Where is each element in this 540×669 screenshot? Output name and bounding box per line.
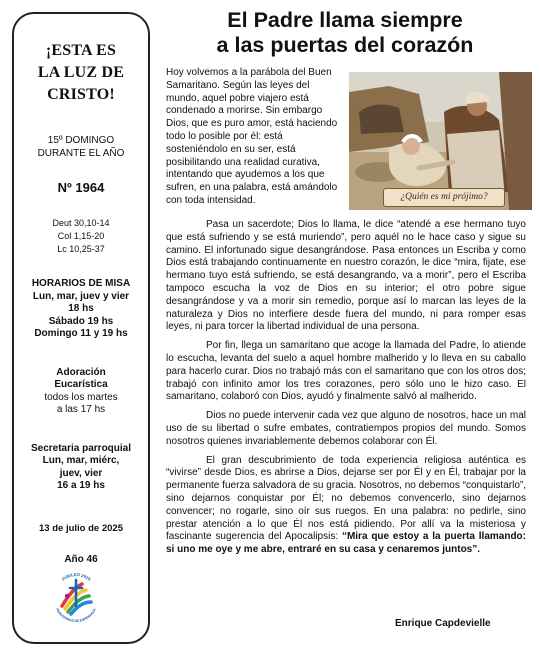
- body-paragraph-4-text: El gran descubrimiento de toda experiencia religiosa auténtica es “vivirse” desde Dios, es abrirse a Dios, dejarse ser por Él y en Él, trabajar por la permanente fuerza salvadora de su gracia. Nosotros, no debemos “conquistarlo”, sino dejarnos conquistar por Él; no debemos convencerlo, sino dejarnos convencer; no rogarle, sino oír sus ruegos. En una palabra: no pedirle, sino prestar atención a lo que Él nos está pidiendo. Por allí va la misteriosa y fascinante sugerencia del Apocalipsis:: [166, 454, 526, 543]
- svg-text:JUBILEO 2025: JUBILEO 2025: [60, 571, 92, 582]
- motto-line-2: LA LUZ DE: [37, 64, 125, 81]
- office-line-1: Secretaria parroquial: [30, 442, 132, 454]
- office-line-4: 16 a 19 hs: [57, 480, 105, 491]
- liturgical-sunday: [14, 134, 148, 160]
- mass-schedule-days: Lun, mar, juev y vier: [32, 290, 130, 302]
- reading-2: Col 1,15-20: [57, 231, 105, 241]
- readings: [14, 217, 148, 256]
- article-author: Enrique Capdevielle: [395, 618, 491, 629]
- mass-schedule-saturday: Sábado 19 hs: [48, 315, 114, 327]
- issue-year: Año 46: [64, 553, 98, 565]
- sunday-line-1: 15º DOMINGO: [47, 135, 115, 146]
- title-line-1: El Padre llama siempre: [227, 8, 463, 32]
- article-body: [166, 219, 526, 563]
- body-paragraph-2: Por fin, llega un samaritano que acoge la llamada del Padre, lo atiende lo escucha, levanta del suelo a aquel hombre malherido y lo lleva en su caballo para hacerlo curar. Dios no trabajó más con el samaritano que con los otros dos; trabajó con infinito amor los tres corazones, pero sólo uno le hizo caso. El samaritano, colaboró con Dios, ayudó y finalmente salvó al malherido.: [166, 340, 526, 403]
- mass-schedule: [14, 278, 148, 341]
- issue-date: 13 de julio de 2025: [39, 522, 123, 534]
- reading-1: Deut 30,10-14: [52, 218, 110, 228]
- apocalypse-quote: “Mira que estoy a la puerta llamando: si uno me oye y me abre, entraré en su casa y cenaremos juntos”.: [166, 531, 526, 556]
- sunday-line-2: DURANTE EL AÑO: [37, 148, 125, 159]
- svg-text:PEREGRINOS DE ESPERANZA: PEREGRINOS DE ESPERANZA: [54, 607, 98, 624]
- mass-schedule-sunday: Domingo 11 y 19 hs: [34, 328, 128, 339]
- title-line-2: a las puertas del corazón: [216, 33, 474, 57]
- parish-office-info: [14, 443, 148, 493]
- jubilee-logo-icon: [46, 566, 106, 626]
- sidebar-panel: [12, 12, 150, 644]
- adoration-line-3: todos los martes: [44, 391, 118, 403]
- sidebar-motto: [14, 40, 148, 106]
- adoration-line-1: Adoración: [56, 366, 106, 378]
- adoration-info: [14, 367, 148, 417]
- office-line-3: juev, vier: [59, 467, 103, 479]
- adoration-line-2: Eucarística: [54, 379, 108, 390]
- adoration-line-4: a las 17 hs: [56, 404, 106, 415]
- mass-schedule-time: 18 hs: [68, 303, 94, 314]
- body-paragraph-4: [166, 455, 526, 557]
- body-paragraph-1: Pasa un sacerdote; Dios lo llama, le dice “atendé a ese hermano tuyo que está sufriendo y se está muriendo”, pero aquél no le hace caso y sigue su camino. El infortunado sigue desangrándose. Pasa entonces un Escriba y como Dios está trabajando continuamente en nuestro corazón, le dice “mira, fijate, ese hermano tuyo está sufriendo, se está desangrando, va a morir”, pero el Escriba tampoco escucha la voz de Dios en su interior; el otro pobre sigue desangrándose y va a morir sin remedio, porque así lo marcan las leyes de la naturaleza y Dios no interfiere desde fuera del mundo, ni para romper esas leyes, ni para torcer la libertad individual de una persona.: [166, 219, 526, 333]
- office-line-2: Lun, mar, miérc,: [42, 455, 120, 466]
- article-intro: Hoy volvemos a la parábola del Buen Samaritano. Según las leyes del mundo, aquel pobre viajero está condenado a morirse. Sin embargo Dios, que es puro amor, está haciendo todo lo posible por él: está sosteniéndolo en su ser, está posibilitando una realidad curativa, intentando que ayudemos a los que sufren, en una palabra, está amándolo con toda intensidad.: [166, 67, 338, 206]
- reading-3: Lc 10,25-37: [57, 244, 105, 254]
- body-paragraph-3: Dios no puede intervenir cada vez que alguno de nosotros, hace un mal uso de su libertad o sufre embates, contratiempos propios del mundo. Somos nosotros quienes invariablemente debemos colaborar con Él.: [166, 410, 526, 447]
- motto-line-3: CRISTO!: [47, 86, 115, 103]
- mass-schedule-heading: HORARIOS DE MISA: [31, 278, 131, 289]
- article-title: [160, 8, 530, 58]
- issue-number: Nº 1964: [57, 180, 105, 195]
- motto-line-1: ¡ESTA ES: [45, 42, 117, 59]
- illustration-caption: ¿Quién es mi prójimo?: [383, 188, 505, 207]
